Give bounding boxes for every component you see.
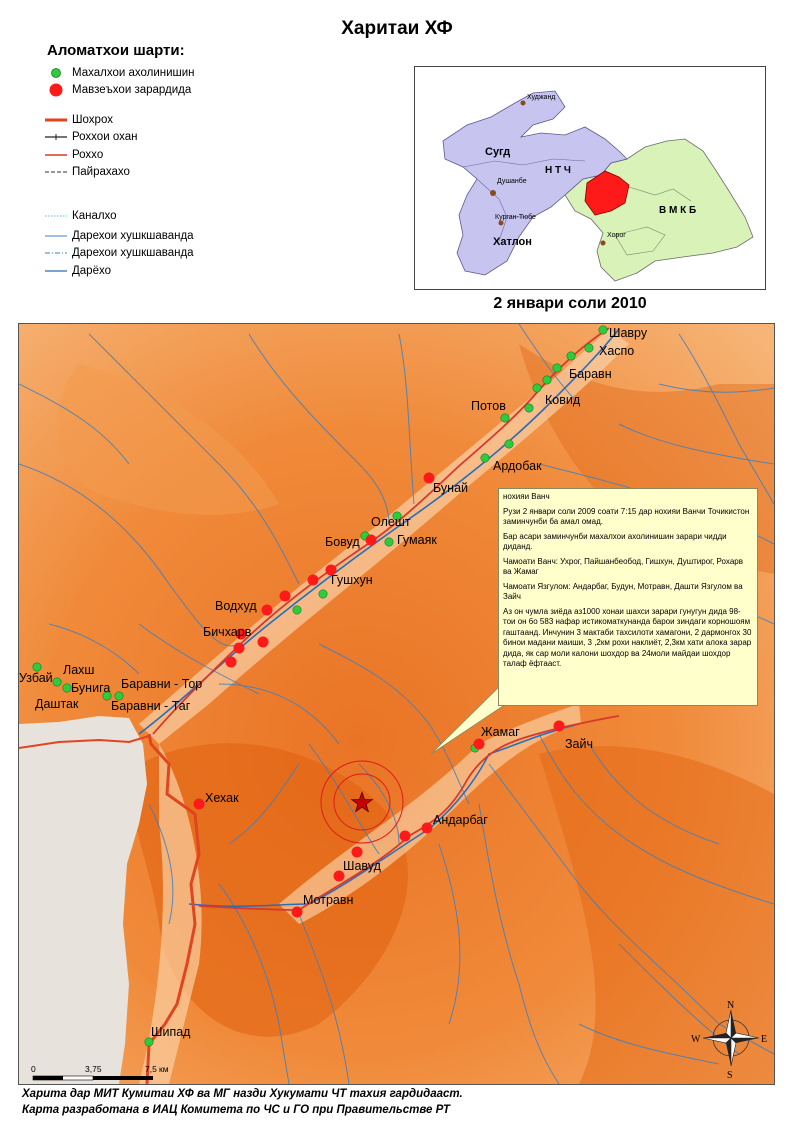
river-line-icon [44, 263, 68, 279]
region-ntch-label: Н Т Ч [545, 165, 571, 176]
railway-line-icon [44, 129, 68, 145]
highway-line-icon [44, 112, 68, 128]
label-shavud: Шавуд [343, 859, 381, 873]
region-gbao-label: В М К Б [659, 205, 697, 216]
label-baravni-tag: Баравни - Таг [111, 699, 191, 713]
callout-heading: нохияи Ванч [503, 492, 550, 501]
label-jamag: Жамаг [481, 725, 520, 739]
label-vodkhud: Водхуд [215, 599, 257, 613]
legend-title: Аломатхои шарти: [47, 42, 185, 59]
scale-label-0: 0 [31, 1064, 36, 1074]
label-bunay: Бунай [433, 481, 469, 495]
label-buniga: Бунига [71, 681, 111, 695]
green-dot-icon [44, 65, 68, 81]
label-kovid: Ковид [545, 393, 581, 407]
city-kurgan-tube-label: Курган-Тюбе [495, 214, 536, 221]
legend-item-river [44, 263, 111, 279]
city-dushanbe-dot [490, 190, 496, 196]
scale-label-unit: км [159, 1064, 169, 1074]
city-dushanbe-label: Душанбе [497, 178, 527, 185]
compass-s-label: S [727, 1070, 733, 1081]
legend-item-railway [44, 129, 137, 145]
dry-river-line-icon [44, 228, 68, 244]
scale-label-1: 3,75 [85, 1064, 102, 1074]
city-khujand-dot [521, 101, 526, 106]
label-dashtak: Даштак [35, 697, 79, 711]
legend-item-affected [44, 82, 191, 98]
legend-item-settlements [44, 65, 195, 81]
label-gumayak: Гумаяк [397, 533, 437, 547]
label-uzbay: Узбай [19, 671, 53, 685]
road-line-icon [44, 147, 68, 163]
callout-text-5: Аз он чумла зиёда аз1000 хонаи шахси зарари гунугун дида 98-тои он 6о 583 нафар истикоматкунанда барои зиндаги корношоям гаштаанд. Инчунин 3 мактаби тахсилоти хамагони, 2 дармонгох 30 бинои мадани маиши, 3 ,2км рохи наклиёт, 2,3км хати алока зарар дида, як сар моли калони шохдор ва 24моли майдаи шохдор талаф ёфтааст. [503, 606, 752, 668]
legend-label: Мавзеъхои зарардида [72, 84, 192, 96]
legend-label: Дарёхо [72, 265, 111, 277]
legend-label: Шохрох [72, 114, 113, 126]
label-lakhsh: Лахш [63, 663, 95, 677]
label-baravn: Баравн [569, 367, 612, 381]
compass-w-label: W [691, 1034, 701, 1045]
map-title: Харитаи ХФ [341, 18, 453, 39]
compass-n-label: N [727, 1000, 735, 1011]
city-khorog-dot [601, 241, 606, 246]
red-dot-icon [44, 82, 68, 98]
compass-e-label: E [761, 1034, 768, 1045]
inset-map [414, 66, 766, 290]
callout-text-2: Бар асари заминчунби махалхои ахолинишин зарари чидди диданд. [503, 531, 727, 551]
map-date: 2 январи соли 2010 [493, 295, 647, 312]
credit-tj: Харита дар МИТ Кумитаи ХФ ва МГ назди Хукумати ЧТ тахия гардидааст. [22, 1088, 463, 1100]
legend-item-dry-river [44, 228, 194, 244]
label-baravni-tor: Баравни - Тор [121, 677, 203, 691]
legend-item-canal [44, 208, 117, 224]
canal-line-icon [44, 208, 68, 224]
city-khujand-label: Худжанд [527, 94, 556, 101]
dry-river-dashed-line-icon [44, 245, 68, 261]
city-khorog-label: Хорог [607, 232, 626, 239]
legend-label: Дарехои хушкшаванда [72, 247, 194, 259]
label-bovud: Бовуд [325, 535, 360, 549]
scale-label-2: 7,5 [145, 1064, 157, 1074]
callout-text-4: Чамоати Язгулом: Андарбаг, Будун, Мотравн, Дашти Язгулом ва Зайч [503, 581, 743, 601]
legend-item-dry-river-dashed [44, 245, 194, 261]
credit-ru: Карта разработана в ИАЦ Комитета по ЧС и ГО при Правительстве РТ [22, 1104, 450, 1116]
trail-line-icon [44, 164, 68, 180]
region-khatlon-label: Хатлон [493, 236, 532, 248]
callout-text-1: Рузи 2 январи соли 2009 соати 7:15 дар нохияи Ванчи Точикистон заминчунби ба амал омад. [503, 506, 750, 526]
label-zaych: Зайч [565, 737, 593, 751]
label-gushkhun: Гушхун [331, 573, 373, 587]
legend-item-highway [44, 112, 113, 128]
label-motravn: Мотравн [303, 893, 354, 907]
callout-box [498, 488, 758, 706]
label-ardobak: Ардобак [493, 459, 542, 473]
callout-text-3: Чамоати Ванч: Ухрог, Пайшанбеобод, Гишхун, Душтирог, Рохарв ва Жамаг [503, 556, 743, 576]
label-potov: Потов [471, 399, 506, 413]
legend-item-road [44, 147, 103, 163]
city-kurgan-tube-dot [499, 221, 504, 226]
label-shipad: Шипад [151, 1025, 191, 1039]
legend-label: Каналхо [72, 210, 117, 222]
label-olesht: Олешт [371, 515, 411, 529]
label-bichkharv: Бичхарв [203, 625, 252, 639]
legend-label: Дарехои хушкшаванда [72, 230, 194, 242]
legend-label: Махалхои ахолинишин [72, 67, 195, 79]
label-shavru: Шавру [609, 326, 648, 340]
legend-item-trail [44, 164, 130, 180]
label-andarbag: Андарбаг [433, 813, 488, 827]
label-khekhak: Хехак [205, 791, 239, 805]
legend-label: Рохxо [72, 149, 104, 161]
inset-map-svg [415, 67, 765, 289]
legend-label: Пайрахахо [72, 166, 130, 178]
legend-label: Роххои охан [72, 131, 138, 143]
region-sugd-label: Сугд [485, 146, 511, 158]
label-khaspo: Хаспо [599, 344, 635, 358]
